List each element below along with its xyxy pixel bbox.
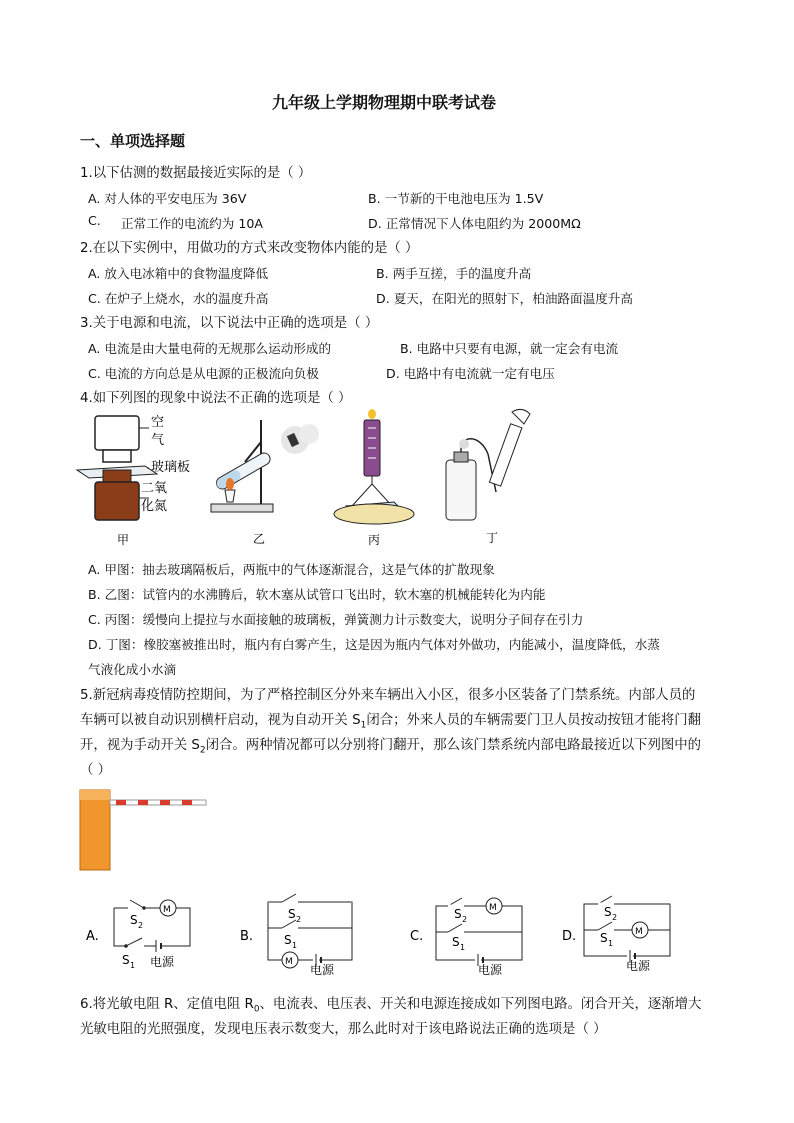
question-6-line1: 6.将光敏电阻 R、定值电阻 $R_0$、电流表、电压表、开关和电源连接成如下列图电路。闭合开关，逐渐增大 [80, 997, 702, 1015]
question-5-line4: （ ） [80, 763, 112, 778]
question-3-option-a: A. 电流是由大量电荷的无规那么运动形成的 [88, 341, 332, 356]
figure-label-yi: 乙 [253, 532, 266, 546]
svg-text:S: S [604, 905, 612, 919]
svg-text:S: S [288, 907, 296, 921]
figure-jia-diffusion [75, 408, 205, 548]
svg-text:S: S [122, 953, 130, 967]
svg-text:2: 2 [612, 913, 618, 922]
svg-text:1: 1 [460, 943, 466, 952]
label-air-2: 气 [151, 433, 165, 448]
question-1-option-a: A. 对人体的平安电压为 36V [88, 191, 247, 206]
question-2-option-a: A. 放入电冰箱中的食物温度降低 [88, 266, 269, 281]
question-5-line2: 车辆可以被自动识别横杆启动，视为自动开关 $S_1$闭合；外来人员的车辆需要门卫人员按动按钮才能将门翻 [80, 713, 702, 731]
page-title: 九年级上学期物理期中联考试卷 [272, 93, 497, 112]
question-4-stem: 4.如下列图的现象中说法不正确的选项是（ ） [80, 391, 352, 406]
question-1-option-c: 正常工作的电流约为 10A [121, 216, 263, 231]
svg-text:1: 1 [292, 941, 298, 950]
circuit-b-label: B. [240, 929, 254, 944]
svg-text:2: 2 [462, 915, 468, 924]
question-4-option-c: C. 丙图：缓慢向上提拉与水面接触的玻璃板，弹簧测力计示数变大，说明分子间存在引力 [88, 612, 584, 627]
circuit-c-label: C. [410, 929, 424, 944]
svg-text:M: M [489, 903, 497, 913]
question-1-option-b: B. 一节新的干电池电压为 1.5V [368, 191, 544, 206]
label-glass: 玻璃板 [151, 460, 191, 475]
question-3-stem: 3.关于电源和电流，以下说法中正确的选项是（ ） [80, 316, 379, 331]
barrier-gate-image [76, 784, 211, 874]
question-5-line1: 5.新冠病毒疫情防控期间，为了严格控制区分外来车辆出入小区，很多小区装备了门禁系统。内部人员的 [80, 688, 696, 703]
question-3-option-b: B. 电路中只要有电源，就一定会有电流 [400, 341, 619, 356]
label-no2-1: 二氧 [141, 481, 168, 496]
question-2-option-c: C. 在炉子上烧水，水的温度升高 [88, 291, 269, 306]
svg-text:1: 1 [608, 939, 614, 948]
question-1-stem: 1.以下估测的数据最接近实际的是（ ） [80, 166, 312, 181]
question-4-option-b: B. 乙图：试管内的水沸腾后，软木塞从试管口飞出时，软木塞的机械能转化为内能 [88, 587, 546, 602]
circuit-c [408, 892, 538, 978]
svg-text:M: M [285, 957, 293, 967]
question-4-option-d-line2: 气液化成小水滴 [88, 662, 177, 677]
circuit-a-label: A. [86, 929, 99, 944]
figure-label-jia: 甲 [117, 533, 130, 547]
svg-text:S: S [452, 935, 460, 949]
label-no2-2: 化氮 [141, 499, 168, 514]
svg-text:S: S [600, 931, 608, 945]
label-air-1: 空 [151, 415, 165, 430]
svg-text:S: S [130, 913, 138, 927]
circuit-d-label: D. [562, 929, 577, 944]
question-2-option-d: D. 夏天，在阳光的照射下，柏油路面温度升高 [376, 291, 633, 306]
circuit-b [238, 892, 368, 978]
svg-text:2: 2 [296, 915, 302, 924]
section-heading: 一、单项选择题 [80, 132, 186, 150]
question-1-option-c-prefix: C. [88, 213, 101, 228]
svg-text:2: 2 [138, 921, 144, 930]
figure-bing-spring-scale [332, 408, 422, 548]
question-6-line2: 光敏电阻的光照强度，发现电压表示数变大，那么此时对于该电路说法正确的选项是（ ） [80, 1022, 607, 1037]
svg-text:S: S [284, 933, 292, 947]
svg-text:S: S [454, 907, 462, 921]
figure-label-bing: 丙 [368, 533, 381, 547]
svg-text:电源: 电源 [478, 963, 503, 977]
figure-yi-test-tube [205, 412, 325, 548]
svg-text:M: M [635, 927, 643, 937]
svg-text:1: 1 [130, 961, 136, 970]
question-5-line3: 开，视为手动开关 $S_2$闭合。两种情况都可以分别将门翻开，那么该门禁系统内部电路最接近以下列图中的 [80, 738, 702, 756]
svg-text:M: M [163, 905, 171, 915]
figure-ding-pump-bottle [440, 404, 540, 548]
circuit-d [562, 890, 692, 976]
svg-text:电源: 电源 [626, 959, 651, 973]
question-4-option-a: A. 甲图：抽去玻璃隔板后，两瓶中的气体逐渐混合，这是气体的扩散现象 [88, 562, 495, 577]
question-3-option-d: D. 电路中有电流就一定有电压 [386, 366, 555, 381]
svg-text:电源: 电源 [150, 955, 175, 969]
svg-text:电源: 电源 [310, 963, 335, 977]
question-3-option-c: C. 电流的方向总是从电源的正极流向负极 [88, 366, 319, 381]
question-4-option-d-line1: D. 丁图：橡胶塞被推出时，瓶内有白雾产生，这是因为瓶内气体对外做功，内能减小，温度降低，水蒸 [88, 637, 660, 652]
question-1-option-d: D. 正常情况下人体电阻约为 2000MΩ [368, 216, 581, 231]
figure-label-ding: 丁 [486, 531, 499, 545]
circuit-a [86, 888, 206, 974]
question-2-option-b: B. 两手互搓，手的温度升高 [376, 266, 532, 281]
question-2-stem: 2.在以下实例中，用做功的方式来改变物体内能的是（ ） [80, 241, 419, 256]
